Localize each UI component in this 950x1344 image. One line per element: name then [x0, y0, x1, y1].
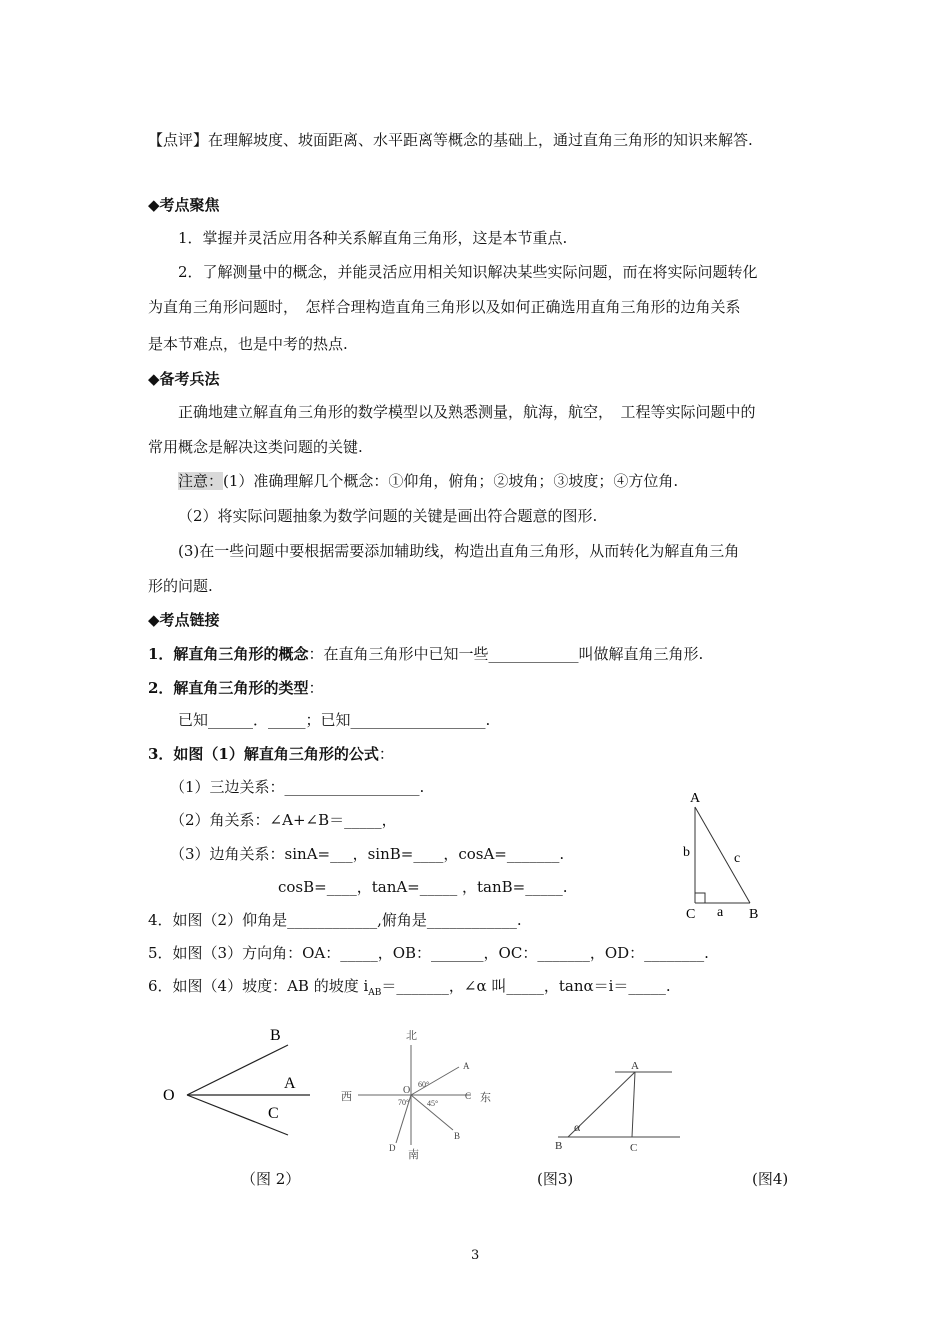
- prep-line-1: 正确地建立解直角三角形的数学模型以及熟悉测量，航海，航空， 工程等实际问题中的: [178, 403, 756, 421]
- focus-point-2-line-1: 2．了解测量中的概念，并能灵活应用相关知识解决某些实际问题，而在将实际问题转化: [178, 263, 758, 281]
- links-heading: ◆考点链接: [148, 611, 220, 629]
- side-a-label: a: [717, 905, 724, 920]
- comment-line: 【点评】在理解坡度、坡面距离、水平距离等概念的基础上，通过直角三角形的知识来解答.: [148, 131, 753, 149]
- point-a-label: A: [463, 1061, 470, 1071]
- figure-1-right-triangle: [670, 780, 780, 930]
- focus-point-1: 1．掌握并灵活应用各种关系解直角三角形，这是本节重点.: [178, 229, 568, 247]
- link-item-3-colon: ：: [378, 745, 394, 763]
- point-o-label: O: [163, 1087, 175, 1104]
- link-item-5: 5．如图（3）方向角：OA：_____，OB：_______，OC：_______，OD：________.: [148, 944, 709, 962]
- right-angle-mark: [695, 893, 705, 903]
- point-c-label: C: [630, 1142, 638, 1154]
- angle-45-label: 45°: [427, 1099, 439, 1108]
- west-label: 西: [341, 1091, 352, 1103]
- note-3-line-1: (3)在一些问题中要根据需要添加辅助线，构造出直角三角形，从而转化为解直角三角: [178, 542, 740, 560]
- link-item-6: [148, 976, 671, 1003]
- link-item-2-label: 2．解直角三角形的类型: [148, 679, 309, 697]
- figure-2-angles: [160, 1020, 330, 1145]
- vertex-b-label: B: [749, 907, 759, 922]
- page-number: 3: [471, 1248, 480, 1263]
- point-b-label: B: [454, 1131, 461, 1141]
- note-3-line-2: 形的问题.: [148, 577, 213, 595]
- point-b-label: B: [270, 1027, 281, 1044]
- note-1: (1）准确理解几个概念：①仰角，俯角；②坡角；③坡度；④方位角.: [223, 472, 679, 490]
- formula-side-angle-2: cosB=____，tanA=_____ ，tanB=_____.: [278, 878, 568, 896]
- prep-line-2: 常用概念是解决这类问题的关键.: [148, 438, 363, 456]
- origin-label: O: [403, 1085, 411, 1096]
- formula-sides: （1）三边关系：__________________.: [170, 778, 425, 796]
- figure-4-slope: [550, 1055, 690, 1155]
- formula-angles: （2）角关系：∠A+∠B＝_____，: [170, 811, 397, 829]
- link-item-6-a: 6．如图（4）坡度：AB 的坡度 i: [148, 977, 369, 995]
- point-c-label: C: [465, 1091, 472, 1101]
- link-item-2-text: 已知______．_____；已知__________________.: [178, 711, 491, 729]
- height-ac: [632, 1072, 635, 1137]
- link-item-6-sub: AB: [368, 988, 382, 998]
- focus-heading: ◆考点聚焦: [148, 196, 220, 214]
- point-c-label: C: [268, 1105, 279, 1122]
- figure-3-compass: [336, 1025, 506, 1165]
- link-item-3-label: 3．如图（1）解直角三角形的公式: [148, 745, 379, 763]
- link-item-2-colon: ：: [308, 679, 324, 697]
- formula-side-angle-1: （3）边角关系：sinA=___，sinB=____，cosA=_______.: [170, 845, 565, 863]
- note-label: 注意：: [178, 472, 224, 490]
- vertex-a-label: A: [690, 791, 701, 806]
- link-item-2: [148, 678, 323, 698]
- link-item-6-b: ＝_______，∠α 叫_____，tanα＝i＝_____.: [381, 977, 671, 995]
- link-item-1-label: 1．解直角三角形的概念: [148, 645, 309, 663]
- east-label: 东: [480, 1092, 491, 1104]
- figure-2-caption: （图 2）: [241, 1170, 301, 1188]
- vertex-c-label: C: [686, 907, 696, 922]
- ray-ob: [187, 1045, 288, 1095]
- point-d-label: D: [389, 1143, 396, 1153]
- angle-70-label: 70°: [398, 1098, 410, 1107]
- point-a-label: A: [284, 1075, 296, 1092]
- figure-3-caption: (图3): [537, 1170, 574, 1188]
- north-label: 北: [406, 1030, 417, 1042]
- figure-4-caption: (图4): [752, 1170, 789, 1188]
- point-a-label: A: [631, 1060, 639, 1072]
- note-1-line: [178, 471, 678, 491]
- link-item-3: [148, 744, 394, 764]
- point-b-label: B: [555, 1140, 563, 1152]
- note-2: （2）将实际问题抽象为数学问题的关键是画出符合题意的图形.: [178, 507, 598, 525]
- link-item-1-text: ：在直角三角形中已知一些____________叫做解直角三角形.: [308, 645, 704, 663]
- side-c-label: c: [734, 851, 741, 866]
- focus-point-2-line-3: 是本节难点，也是中考的热点.: [148, 335, 348, 353]
- focus-point-2-line-2: 为直角三角形问题时， 怎样合理构造直角三角形以及如何正确选用直角三角形的边角关系: [148, 298, 741, 316]
- angle-60-label: 60°: [418, 1080, 430, 1089]
- south-label: 南: [408, 1149, 419, 1161]
- alpha-label: α: [574, 1120, 581, 1134]
- prep-heading: ◆备考兵法: [148, 370, 220, 388]
- side-c: [695, 807, 750, 903]
- link-item-4: 4．如图（2）仰角是____________,俯角是____________.: [148, 911, 522, 929]
- link-item-1: [148, 644, 703, 664]
- side-b-label: b: [683, 845, 690, 860]
